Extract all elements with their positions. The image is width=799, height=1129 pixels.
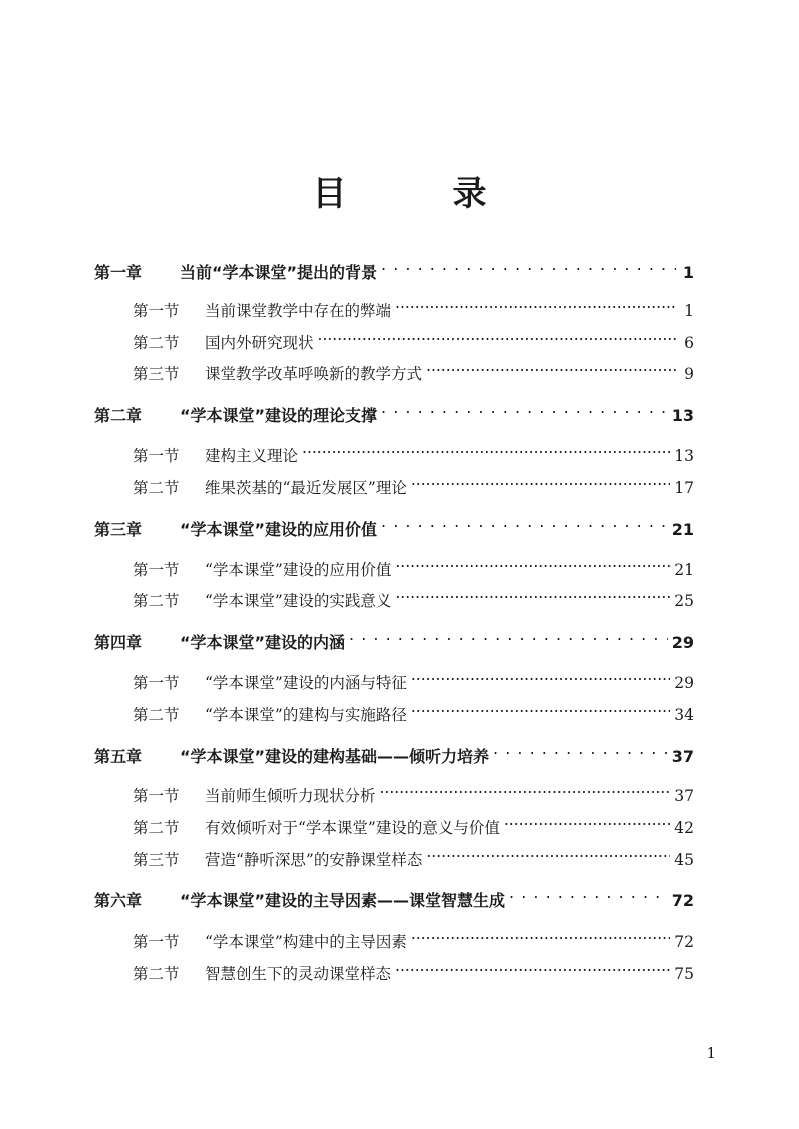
entry-label: 第五章 <box>94 747 143 766</box>
entry-title: “学本课堂”构建中的主导因素 <box>205 933 407 951</box>
entry-label: 第二节 <box>133 479 180 497</box>
toc-section-1-2[interactable] <box>133 322 694 352</box>
dot-leader <box>381 252 676 278</box>
entry-label: 第三节 <box>133 851 180 869</box>
entry-page: 6 <box>684 334 694 352</box>
dot-leader <box>395 549 670 575</box>
entry-page: 9 <box>684 365 694 383</box>
entry-page: 42 <box>674 819 694 837</box>
toc-chapter-2[interactable] <box>94 395 694 425</box>
entry-title: “学本课堂”建设的理论支撑 <box>180 406 378 425</box>
entry-label: 第一节 <box>133 302 180 320</box>
entry-title: “学本课堂”建设的应用价值 <box>180 520 378 539</box>
entry-page: 21 <box>671 520 694 539</box>
toc-chapter-6[interactable] <box>94 880 694 910</box>
entry-page: 1 <box>682 263 694 282</box>
dot-leader <box>380 775 671 801</box>
toc-chapter-3[interactable] <box>94 509 694 539</box>
dot-leader <box>395 290 676 316</box>
entry-page: 17 <box>674 479 694 497</box>
toc-section-4-1[interactable] <box>133 662 694 692</box>
toc-section-1-3[interactable] <box>133 353 694 383</box>
entry-title: “学本课堂”建设的内涵 <box>180 633 346 652</box>
toc-section-5-3[interactable] <box>133 839 694 869</box>
entry-page: 72 <box>671 891 694 910</box>
entry-page: 37 <box>671 747 694 766</box>
entry-label: 第二节 <box>133 592 180 610</box>
entry-title: 国内外研究现状 <box>205 334 314 352</box>
entry-title: “学本课堂”建设的应用价值 <box>205 561 392 579</box>
dot-leader <box>395 580 670 606</box>
dot-leader <box>411 467 670 493</box>
dot-leader <box>504 807 670 833</box>
entry-label: 第三节 <box>133 365 180 383</box>
dot-leader <box>302 435 670 461</box>
entry-label: 第二节 <box>133 334 180 352</box>
toc-chapter-1[interactable] <box>94 252 694 282</box>
entry-label: 第一节 <box>133 787 180 805</box>
entry-label: 第一节 <box>133 447 180 465</box>
entry-label: 第二节 <box>133 706 180 724</box>
entry-title: 有效倾听对于“学本课堂”建设的意义与价值 <box>205 819 500 837</box>
dot-leader <box>395 953 670 979</box>
entry-title: “学本课堂”建设的内涵与特征 <box>205 674 407 692</box>
toc-section-3-1[interactable] <box>133 549 694 579</box>
toc-section-2-2[interactable] <box>133 467 694 497</box>
entry-label: 第二节 <box>133 965 180 983</box>
entry-page: 1 <box>684 302 694 320</box>
page-number: 1 <box>706 1044 716 1062</box>
dot-leader <box>349 622 668 648</box>
entry-title: “学本课堂”建设的实践意义 <box>205 592 392 610</box>
entry-title: 营造“静听深思”的安静课堂样态 <box>205 851 423 869</box>
entry-label: 第三章 <box>94 520 143 539</box>
entry-label: 第二章 <box>94 406 143 425</box>
toc-section-1-1[interactable] <box>133 290 694 320</box>
entry-label: 第一节 <box>133 561 180 579</box>
toc-chapter-5[interactable] <box>94 736 694 766</box>
toc-section-5-2[interactable] <box>133 807 694 837</box>
entry-title: “学本课堂”的建构与实施路径 <box>205 706 407 724</box>
page-title: 目 录 <box>312 174 523 214</box>
dot-leader <box>493 736 668 762</box>
entry-title: 建构主义理论 <box>205 447 299 465</box>
entry-page: 29 <box>671 633 694 652</box>
entry-title: 维果茨基的“最近发展区”理论 <box>205 479 407 497</box>
entry-page: 21 <box>674 561 694 579</box>
entry-title: “学本课堂”建设的建构基础——倾听力培养 <box>180 747 490 766</box>
entry-page: 13 <box>671 406 694 425</box>
entry-page: 75 <box>674 965 694 983</box>
toc-section-6-1[interactable] <box>133 921 694 951</box>
entry-label: 第四章 <box>94 633 143 652</box>
entry-page: 72 <box>674 933 694 951</box>
dot-leader <box>411 921 670 947</box>
dot-leader <box>318 322 676 348</box>
entry-page: 13 <box>674 447 694 465</box>
entry-title: 当前课堂教学中存在的弊端 <box>205 302 392 320</box>
dot-leader <box>426 839 670 865</box>
entry-label: 第二节 <box>133 819 180 837</box>
entry-label: 第一节 <box>133 674 180 692</box>
dot-leader <box>426 353 676 379</box>
entry-title: 智慧创生下的灵动课堂样态 <box>205 965 392 983</box>
entry-page: 34 <box>674 706 694 724</box>
entry-page: 25 <box>674 592 694 610</box>
entry-label: 第一章 <box>94 263 143 282</box>
entry-label: 第六章 <box>94 891 143 910</box>
entry-page: 29 <box>674 674 694 692</box>
toc-section-6-2[interactable] <box>133 953 694 983</box>
toc-chapter-4[interactable] <box>94 622 694 652</box>
entry-title: 当前师生倾听力现状分析 <box>205 787 376 805</box>
entry-page: 37 <box>674 787 694 805</box>
entry-page: 45 <box>674 851 694 869</box>
toc-section-4-2[interactable] <box>133 694 694 724</box>
toc-section-5-1[interactable] <box>133 775 694 805</box>
dot-leader <box>381 395 668 421</box>
entry-title: 课堂教学改革呼唤新的教学方式 <box>205 365 423 383</box>
dot-leader <box>411 694 670 720</box>
toc-section-3-2[interactable] <box>133 580 694 610</box>
dot-leader <box>381 509 668 535</box>
dot-leader <box>509 880 668 906</box>
entry-title: 当前“学本课堂”提出的背景 <box>180 263 378 282</box>
toc-section-2-1[interactable] <box>133 435 694 465</box>
entry-title: “学本课堂”建设的主导因素——课堂智慧生成 <box>180 891 506 910</box>
entry-label: 第一节 <box>133 933 180 951</box>
dot-leader <box>411 662 670 688</box>
